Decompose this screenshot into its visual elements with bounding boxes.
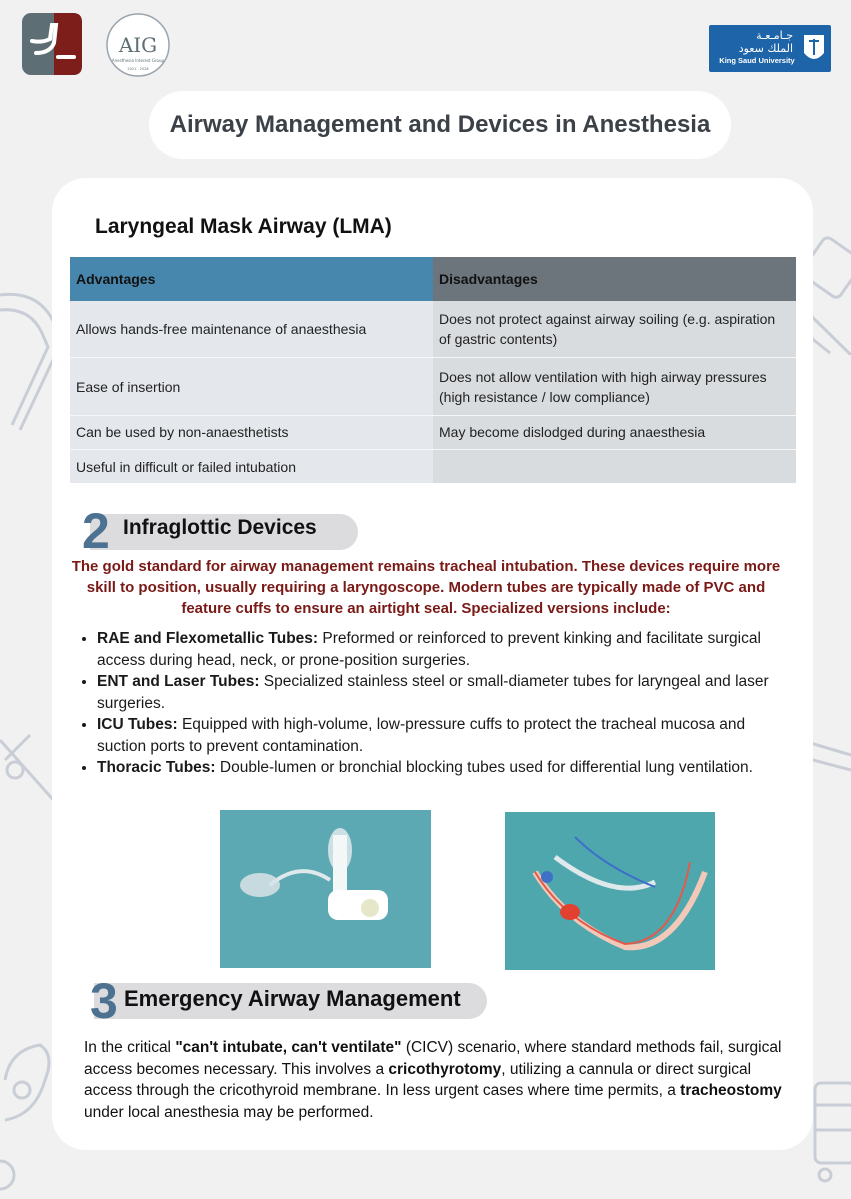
advantage-cell: Can be used by non-anaesthetists — [70, 415, 433, 449]
advantage-cell: Allows hands-free maintenance of anaesthesia — [70, 301, 433, 358]
section-3-number: 3 — [90, 973, 118, 1029]
tib-logo — [22, 13, 82, 75]
infraglottic-intro: The gold standard for airway management remains tracheal intubation. These devices require more skill to position, usually requiring a laryngoscope. Modern tubes are typically made of PVC and feature cuffs to ensure an airtight seal. Specialized versions include: — [71, 558, 781, 617]
stomach-outline-icon — [0, 1020, 60, 1130]
section-2-header — [72, 503, 362, 559]
section-2-number: 2 — [82, 503, 110, 559]
advantages-header: Advantages — [70, 257, 433, 301]
lma-table — [70, 257, 796, 483]
ksu-english-name: King Saud University — [719, 56, 795, 65]
lma-title: Laryngeal Mask Airway (LMA) — [95, 215, 392, 238]
aig-emblem-icon — [104, 12, 172, 78]
advantage-cell: Ease of insertion — [70, 358, 433, 416]
tracheostomy-tube-photo — [220, 810, 431, 968]
emergency-paragraph: In the critical "can't intubate, can't ventilate" (CICV) scenario, where standard methods fail, surgical access becomes necessary. This involves a cricothyrotomy, utilizing a cannula or direct surgical access through the cricothyroid membrane. In less urgent cases where time permits, a tracheostomy under local anesthesia may be performed. — [84, 1039, 782, 1121]
double-lumen-tube-photo — [505, 812, 715, 970]
disadvantage-cell-empty — [433, 450, 796, 483]
ksu-arabic-name: جـامـعـة الملك سعود — [738, 29, 793, 55]
section-2-heading: Infraglottic Devices — [123, 516, 317, 539]
ksu-emblem-icon — [802, 31, 826, 66]
list-item: • RAE and Flexometallic Tubes: Preformed or reinforced to prevent kinking and facilitate surgical access during head, neck, or prone-position surgeries. — [97, 628, 787, 671]
disadvantage-cell: May become dislodged during anaesthesia — [433, 415, 796, 449]
advantage-cell: Useful in difficult or failed intubation — [70, 450, 433, 483]
aig-mark: AIG — [118, 33, 158, 57]
list-item: • ICU Tubes: Equipped with high-volume, low-pressure cuffs to protect the tracheal mucosa and suction ports to prevent contamination. — [97, 714, 787, 757]
section-3-header — [84, 973, 494, 1029]
page-title: Airway Management and Devices in Anesthesia — [149, 91, 731, 159]
section-3-heading: Emergency Airway Management — [124, 986, 461, 1011]
disadvantages-header: Disadvantages — [433, 257, 796, 301]
aig-subtitle: Anesthesia Interest Group — [111, 58, 165, 63]
list-item: • ENT and Laser Tubes: Specialized stainless steel or small-diameter tubes for laryngeal and laser surgeries. — [97, 671, 787, 714]
device-list — [80, 628, 787, 779]
aig-logo — [104, 12, 172, 78]
circle-outline-icon — [0, 1150, 20, 1199]
ksu-logo — [709, 25, 831, 72]
aig-years: 2021 · 2026 — [127, 67, 149, 71]
disadvantage-cell: Does not allow ventilation with high airway pressures (high resistance / low compliance) — [433, 358, 796, 416]
list-item: • Thoracic Tubes: Double-lumen or bronchial blocking tubes used for differential lung ventilation. — [97, 757, 787, 779]
disadvantage-cell: Does not protect against airway soiling (e.g. aspiration of gastric contents) — [433, 301, 796, 358]
